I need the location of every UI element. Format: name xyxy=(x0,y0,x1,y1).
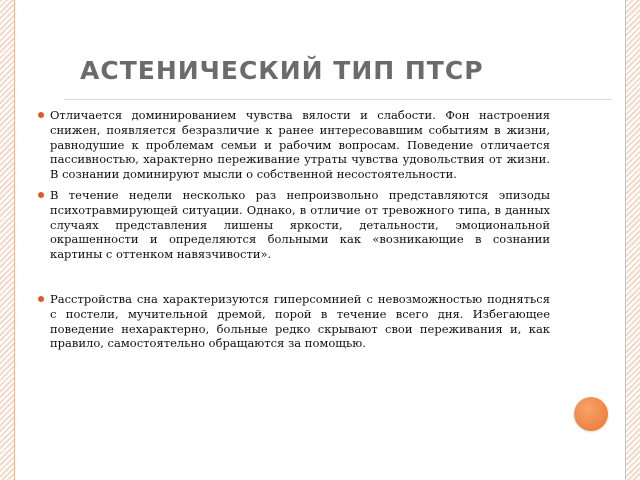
bullet-item xyxy=(50,188,550,262)
decorative-circle xyxy=(574,397,608,431)
bullet-icon xyxy=(38,296,44,302)
left-decorative-band xyxy=(0,0,14,480)
right-decorative-band xyxy=(626,0,640,480)
left-frame-line xyxy=(14,0,15,480)
bullet-item xyxy=(50,108,550,182)
bullet-icon xyxy=(38,192,44,198)
bullet-text: Расстройства сна характеризуются гиперсомнией с невозможностью подняться с постели, мучительной дремой, порой в течение всего дня. Избегающее поведение нехарактерно, больные редко скрывают свои переживания и, как правило, самостоятельно обращаются за помощью. xyxy=(50,291,550,351)
bullet-list xyxy=(50,108,550,351)
bullet-item xyxy=(50,292,550,351)
title-underline xyxy=(64,99,612,100)
bullet-text: В течение недели несколько раз непроизвольно представляются эпизоды психотравмирующей ситуации. Однако, в отличие от тревожного типа, в данных случаях представления лишены яркости, детальности, эмоциональной окрашенности и определяются больными как «возникающие в сознании картины с оттенком навязчивости». xyxy=(50,187,550,262)
slide-title: АСТЕНИЧЕСКИЙ ТИП ПТСР xyxy=(80,56,484,85)
right-frame-line xyxy=(625,0,626,480)
bullet-text: Отличается доминированием чувства вялости и слабости. Фон настроения снижен, появляется безразличие к ранее интересовавшим событиям в жизни, равнодушие к проблемам семьи и рабочим вопросам. Поведение отличается пассивностью, характерно переживание утраты чувства удовольствия от жизни. В сознании доминируют мысли о собственной несостоятельности. xyxy=(50,108,550,182)
bullet-icon xyxy=(38,112,44,118)
